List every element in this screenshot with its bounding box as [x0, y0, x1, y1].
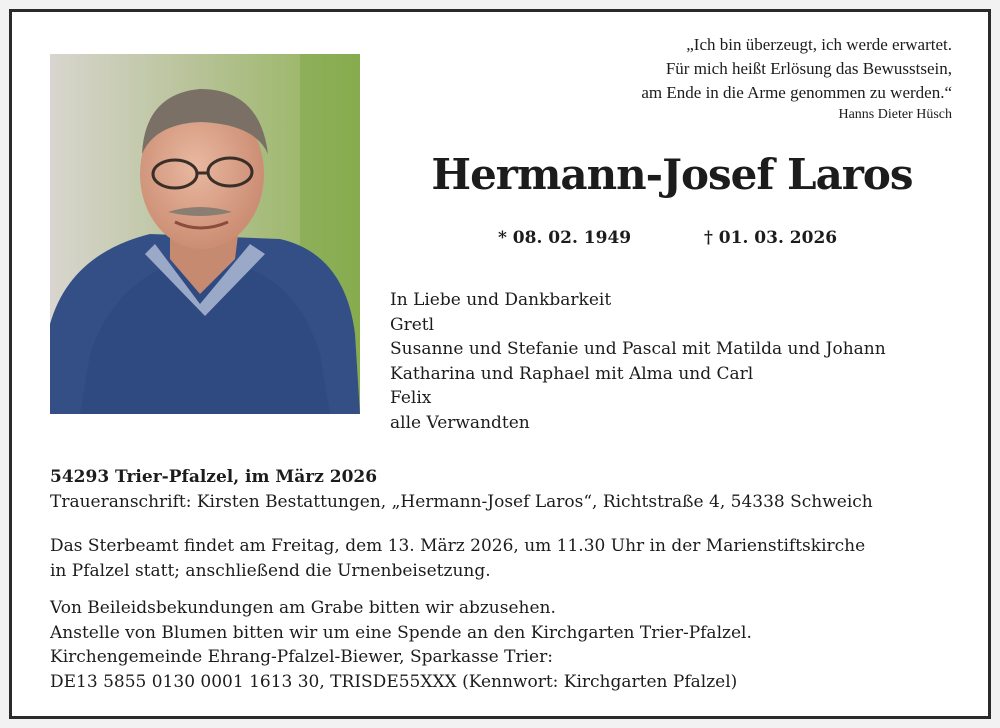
mourner-line: Susanne und Stefanie und Pascal mit Matilda und Johann [390, 339, 886, 359]
quote-block [641, 33, 952, 125]
portrait-photo [50, 54, 360, 414]
service-line: in Pfalzel statt; anschließend die Urnenbeisetzung. [50, 560, 491, 581]
mourner-line: alle Verwandten [390, 412, 530, 433]
quote-line: am Ende in die Arme genommen zu werden.“ [641, 83, 952, 102]
mourner-line: Felix [390, 388, 432, 408]
service-info [50, 534, 865, 583]
donation-line: DE13 5855 0130 0001 1613 30, TRISDE55XXX (Kennwort: Kirchgarten Pfalzel) [50, 671, 738, 692]
quote-line: „Ich bin überzeugt, ich werde erwartet. [686, 35, 952, 54]
service-line: Das Sterbeamt findet am Freitag, dem 13. März 2026, um 11.30 Uhr in der Marienstiftskirche [50, 536, 866, 556]
death-date: † 01. 03. 2026 [704, 228, 838, 248]
birth-date: * 08. 02. 1949 [498, 228, 632, 248]
donation-line: Von Beileidsbekundungen am Grabe bitten wir abzusehen. [50, 598, 556, 618]
deceased-name: Hermann-Josef Laros [431, 150, 913, 199]
mourning-address: Traueranschrift: Kirsten Bestattungen, „Hermann-Josef Laros“, Richtstraße 4, 54338 Schweich [50, 492, 873, 512]
place-date: 54293 Trier-Pfalzel, im März 2026 [50, 467, 378, 487]
mourner-line: In Liebe und Dankbarkeit [390, 290, 612, 310]
mourner-line: Gretl [390, 314, 435, 335]
mourners-list [390, 288, 886, 435]
donation-line: Anstelle von Blumen bitten wir um eine Spende an den Kirchgarten Trier-Pfalzel. [50, 622, 752, 643]
quote-line: Für mich heißt Erlösung das Bewusstsein, [665, 59, 952, 78]
donation-line: Kirchengemeinde Ehrang-Pfalzel-Biewer, Sparkasse Trier: [50, 647, 553, 667]
quote-author: Hanns Dieter Hüsch [838, 107, 952, 122]
donation-info [50, 596, 752, 694]
mourner-line: Katharina und Raphael mit Alma und Carl [390, 363, 754, 384]
